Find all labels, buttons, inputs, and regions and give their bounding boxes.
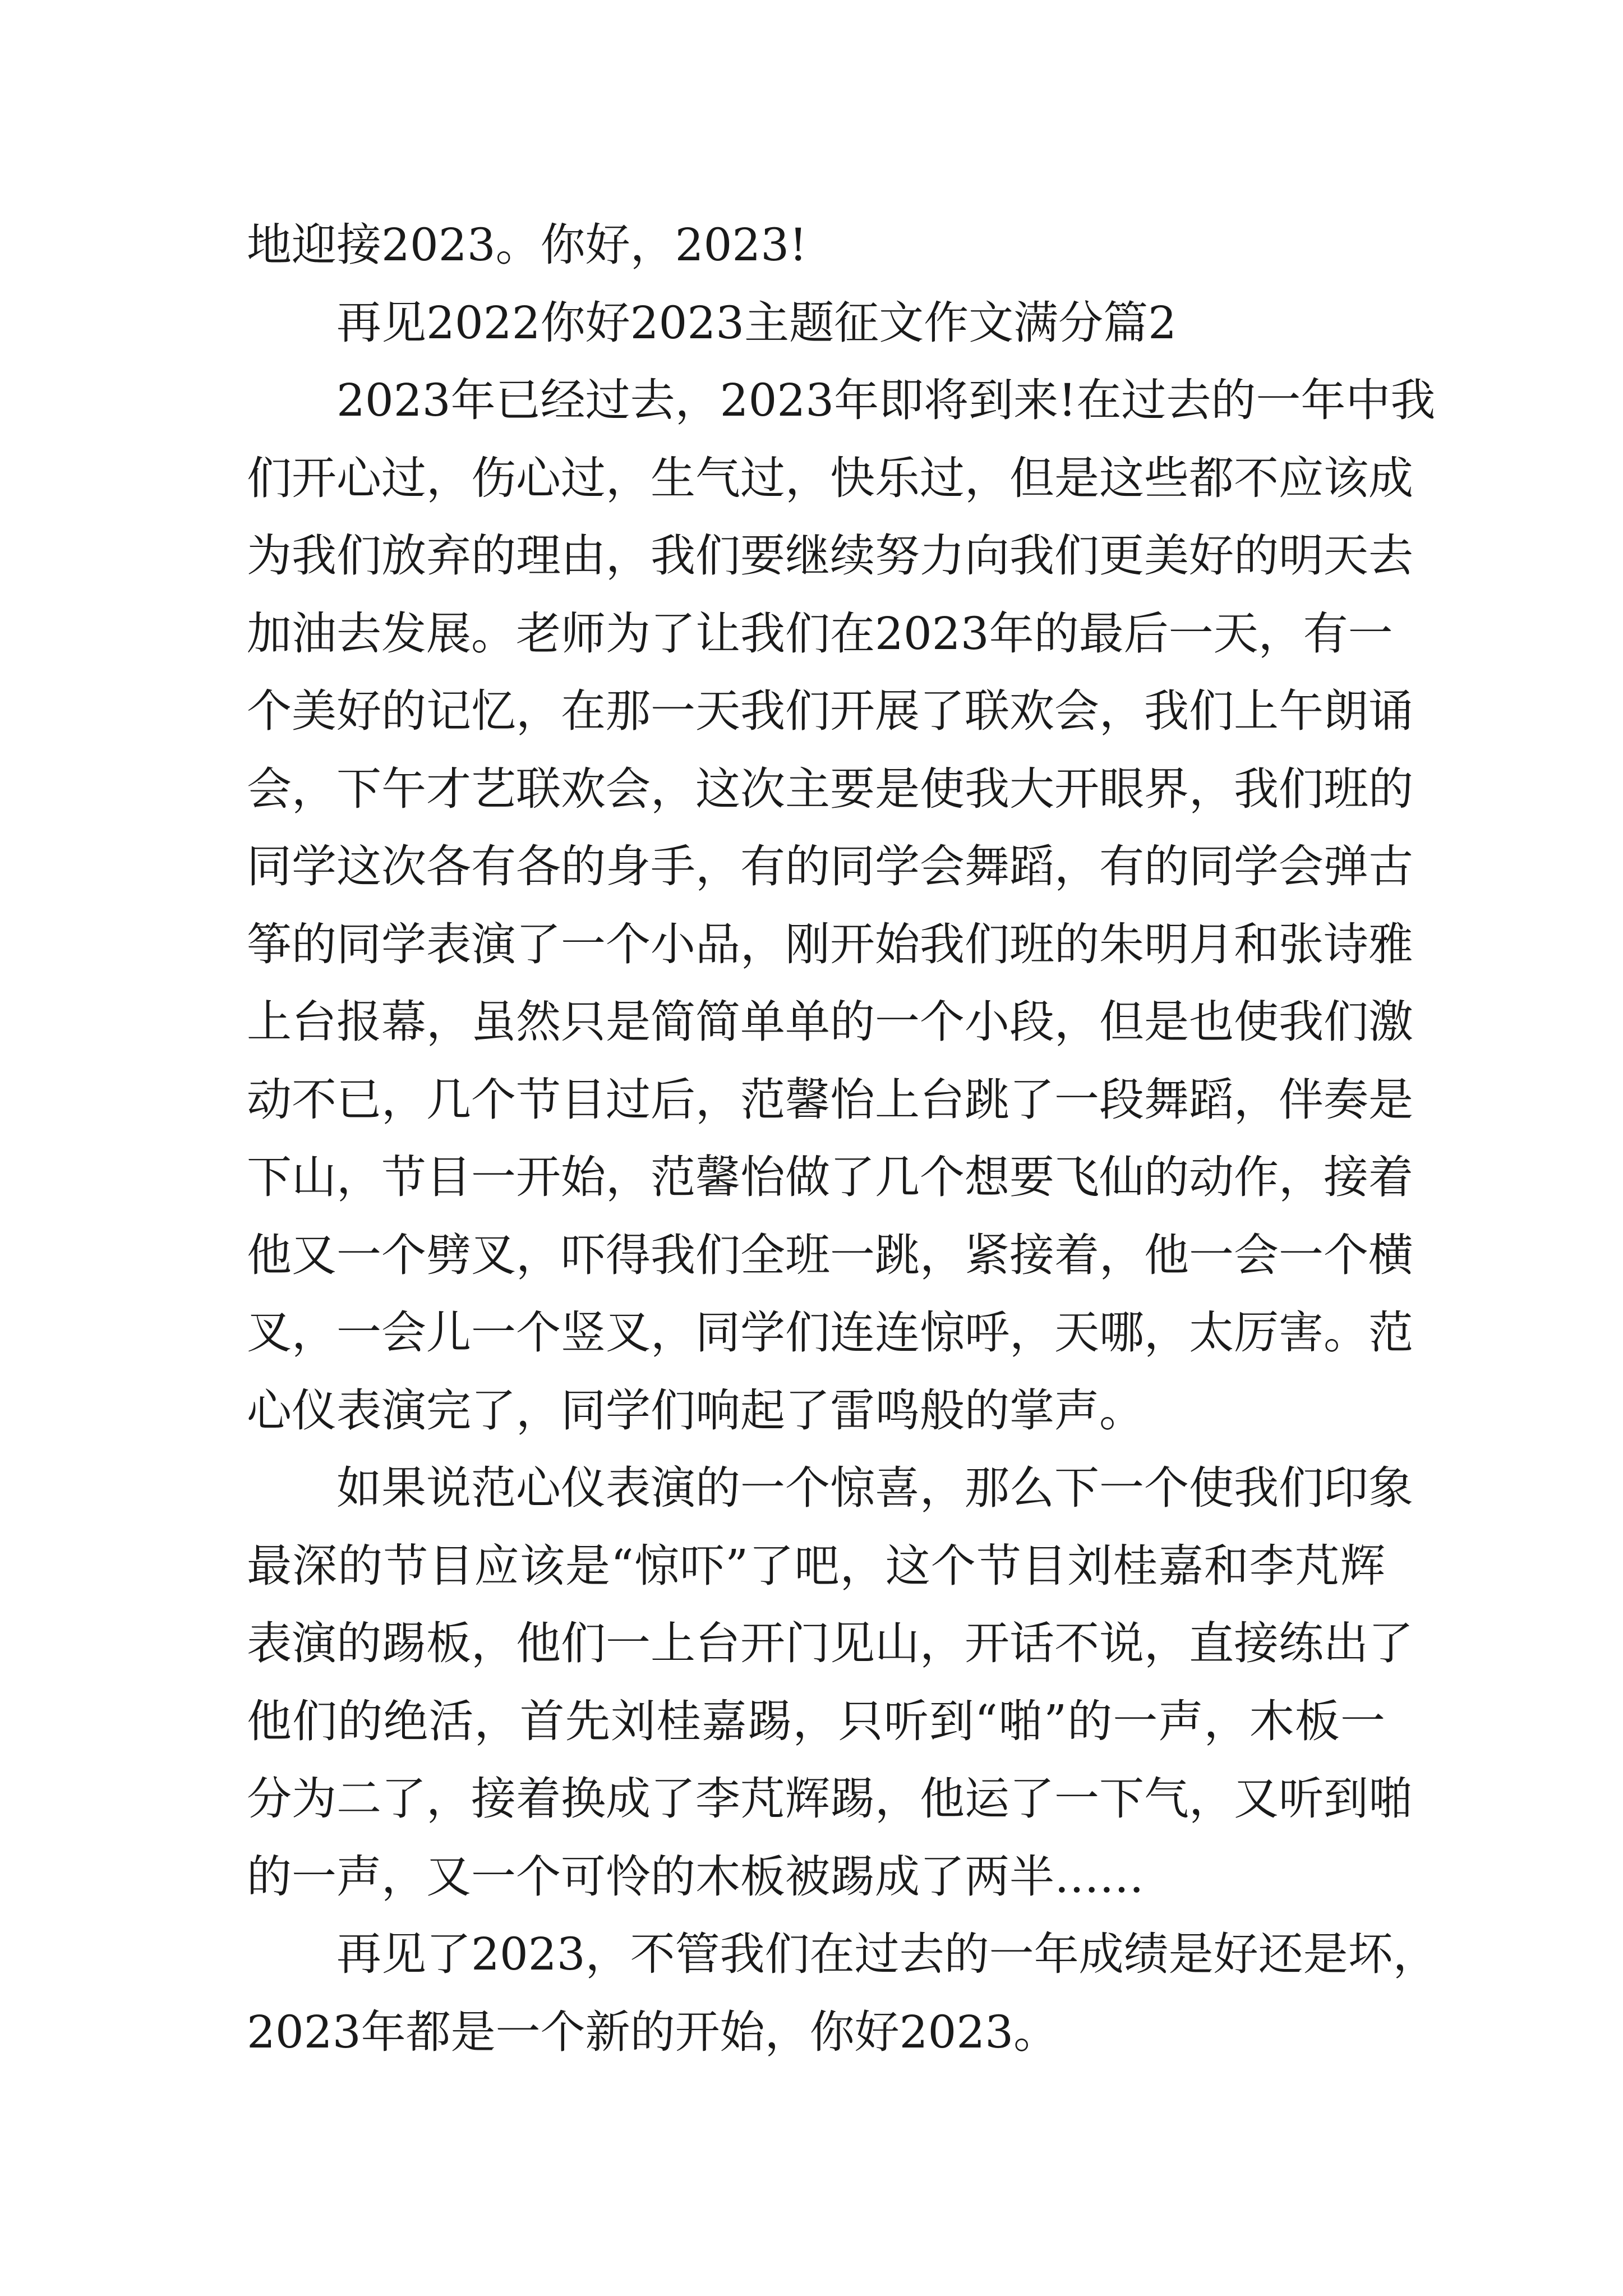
- text-line: 同学这次各有各的身手，有的同学会舞蹈，有的同学会弹古: [247, 840, 1413, 892]
- text-line: 动不已，几个节目过后，范馨怡上台跳了一段舞蹈，伴奏是: [247, 1073, 1413, 1126]
- text-line: 他又一个劈叉，吓得我们全班一跳，紧接着，他一会一个横: [247, 1228, 1413, 1281]
- text-line: 最深的节目应该是“惊吓”了吧，这个节目刘桂嘉和李芃辉: [247, 1539, 1385, 1592]
- text-line: 心仪表演完了，同学们响起了雷鸣般的掌声。: [247, 1384, 1144, 1437]
- text-line: 为我们放弃的理由，我们要继续努力向我们更美好的明天去: [247, 530, 1413, 582]
- text-line: 2023年都是一个新的开始，你好2023。: [247, 2005, 1059, 2058]
- text-line: 会，下午才艺联欢会，这次主要是使我大开眼界，我们班的: [247, 762, 1413, 815]
- text-line: 加油去发展。老师为了让我们在2023年的最后一天，有一: [247, 607, 1393, 660]
- text-line: 再见2022你好2023主题征文作文满分篇2: [336, 296, 1177, 349]
- text-line: 他们的绝活，首先刘桂嘉踢，只听到“啪”的一声，木板一: [247, 1695, 1385, 1747]
- text-line: 筝的同学表演了一个小品，刚开始我们班的朱明月和张诗雅: [247, 918, 1413, 970]
- text-line: 再见了2023，不管我们在过去的一年成绩是好还是坏，: [336, 1928, 1438, 1980]
- text-line: 地迎接2023。你好，2023!: [247, 219, 808, 271]
- text-line: 表演的踢板，他们一上台开门见山，开话不说，直接练出了: [247, 1617, 1413, 1669]
- text-line: 的一声，又一个可怜的木板被踢成了两半……: [247, 1850, 1144, 1903]
- text-line: 个美好的记忆，在那一天我们开展了联欢会，我们上午朗诵: [247, 685, 1413, 737]
- text-line: 上台报幕，虽然只是简简单单的一个小段，但是也使我们激: [247, 996, 1413, 1048]
- text-line: 叉，一会儿一个竖叉，同学们连连惊呼，天哪，太厉害。范: [247, 1306, 1413, 1359]
- document-body: [247, 206, 1438, 2071]
- text-line: 们开心过，伤心过，生气过，快乐过，但是这些都不应该成: [247, 452, 1413, 504]
- text-line: 分为二了，接着换成了李芃辉踢，他运了一下气，又听到啪: [247, 1773, 1413, 1825]
- text-line: 如果说范心仪表演的一个惊喜，那么下一个使我们印象: [336, 1462, 1413, 1514]
- text-line: 下山，节目一开始，范馨怡做了几个想要飞仙的动作，接着: [247, 1151, 1413, 1203]
- text-line: 2023年已经过去，2023年即将到来!在过去的一年中我: [336, 374, 1436, 426]
